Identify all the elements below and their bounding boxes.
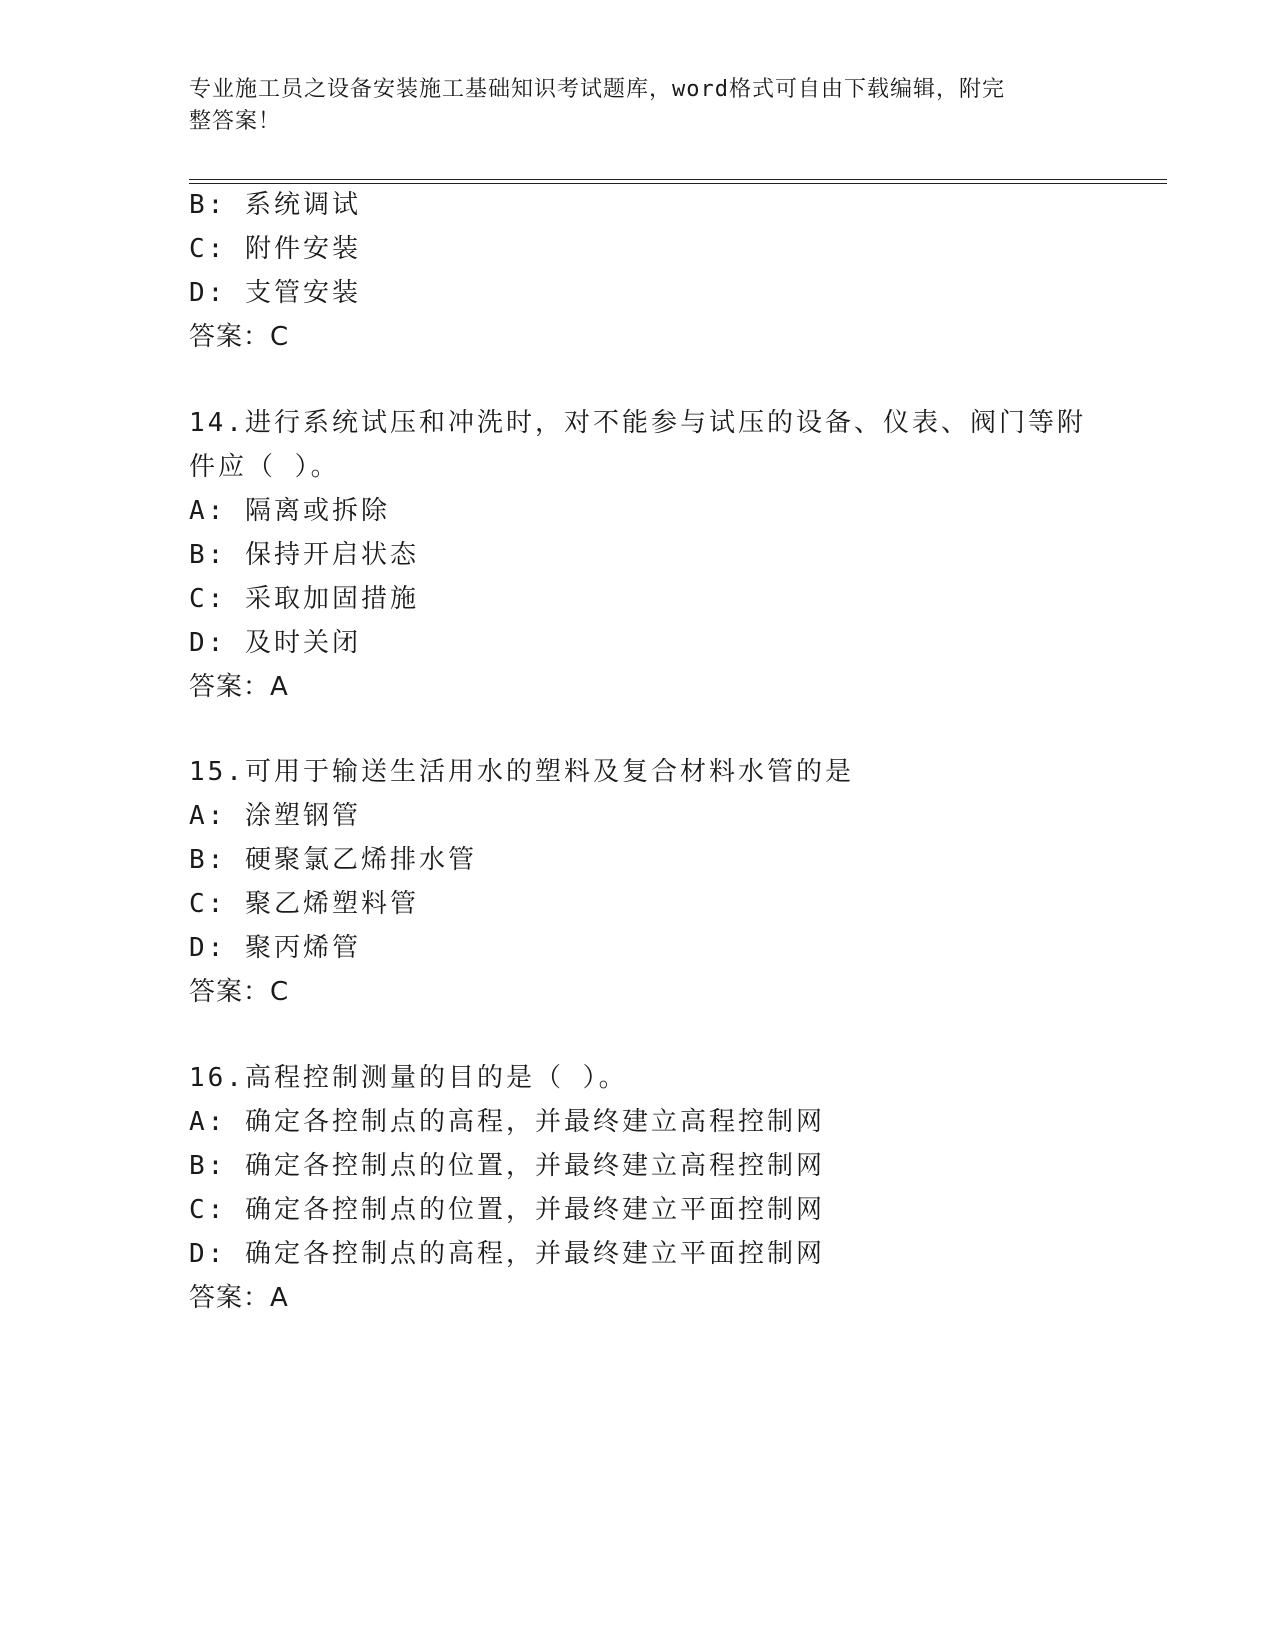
q14-option-c: C: 采取加固措施 [189, 584, 419, 614]
q13-option-c: C: 附件安装 [189, 234, 361, 264]
q16-option-a: A: 确定各控制点的高程，并最终建立高程控制网 [189, 1107, 825, 1137]
q16-option-d: D: 确定各控制点的高程，并最终建立平面控制网 [189, 1239, 825, 1269]
header-divider-top [189, 179, 1167, 180]
q15-option-b: B: 硬聚氯乙烯排水管 [189, 845, 477, 875]
document-header [189, 74, 1069, 138]
q13-option-b: B: 系统调试 [189, 190, 361, 220]
q14-stem-line-1: 14.进行系统试压和冲洗时，对不能参与试压的设备、仪表、阀门等附 [189, 408, 1086, 438]
q15-option-c: C: 聚乙烯塑料管 [189, 889, 419, 919]
q14-option-b: B: 保持开启状态 [189, 540, 419, 570]
q16-answer: 答案：A [189, 1283, 289, 1313]
q14-stem-line-2: 件应（ ）。 [189, 452, 340, 482]
header-divider-bottom [189, 183, 1167, 184]
q14-option-a: A: 隔离或拆除 [189, 496, 390, 526]
q16-stem: 16.高程控制测量的目的是（ ）。 [189, 1063, 628, 1093]
q14-option-d: D: 及时关闭 [189, 628, 361, 658]
q13-option-d: D: 支管安装 [189, 278, 361, 308]
q15-stem: 15.可用于输送生活用水的塑料及复合材料水管的是 [189, 757, 854, 787]
q16-option-b: B: 确定各控制点的位置，并最终建立高程控制网 [189, 1151, 825, 1181]
q14-answer: 答案：A [189, 672, 289, 702]
q15-option-a: A: 涂塑钢管 [189, 801, 361, 831]
header-title-line-2: 整答案！ [189, 109, 282, 134]
header-title-line-1: 专业施工员之设备安装施工基础知识考试题库，word格式可自由下载编辑，附完 [189, 77, 1005, 102]
q13-answer: 答案：C [189, 322, 290, 352]
q15-option-d: D: 聚丙烯管 [189, 933, 361, 963]
q16-option-c: C: 确定各控制点的位置，并最终建立平面控制网 [189, 1195, 825, 1225]
q15-answer: 答案：C [189, 977, 290, 1007]
